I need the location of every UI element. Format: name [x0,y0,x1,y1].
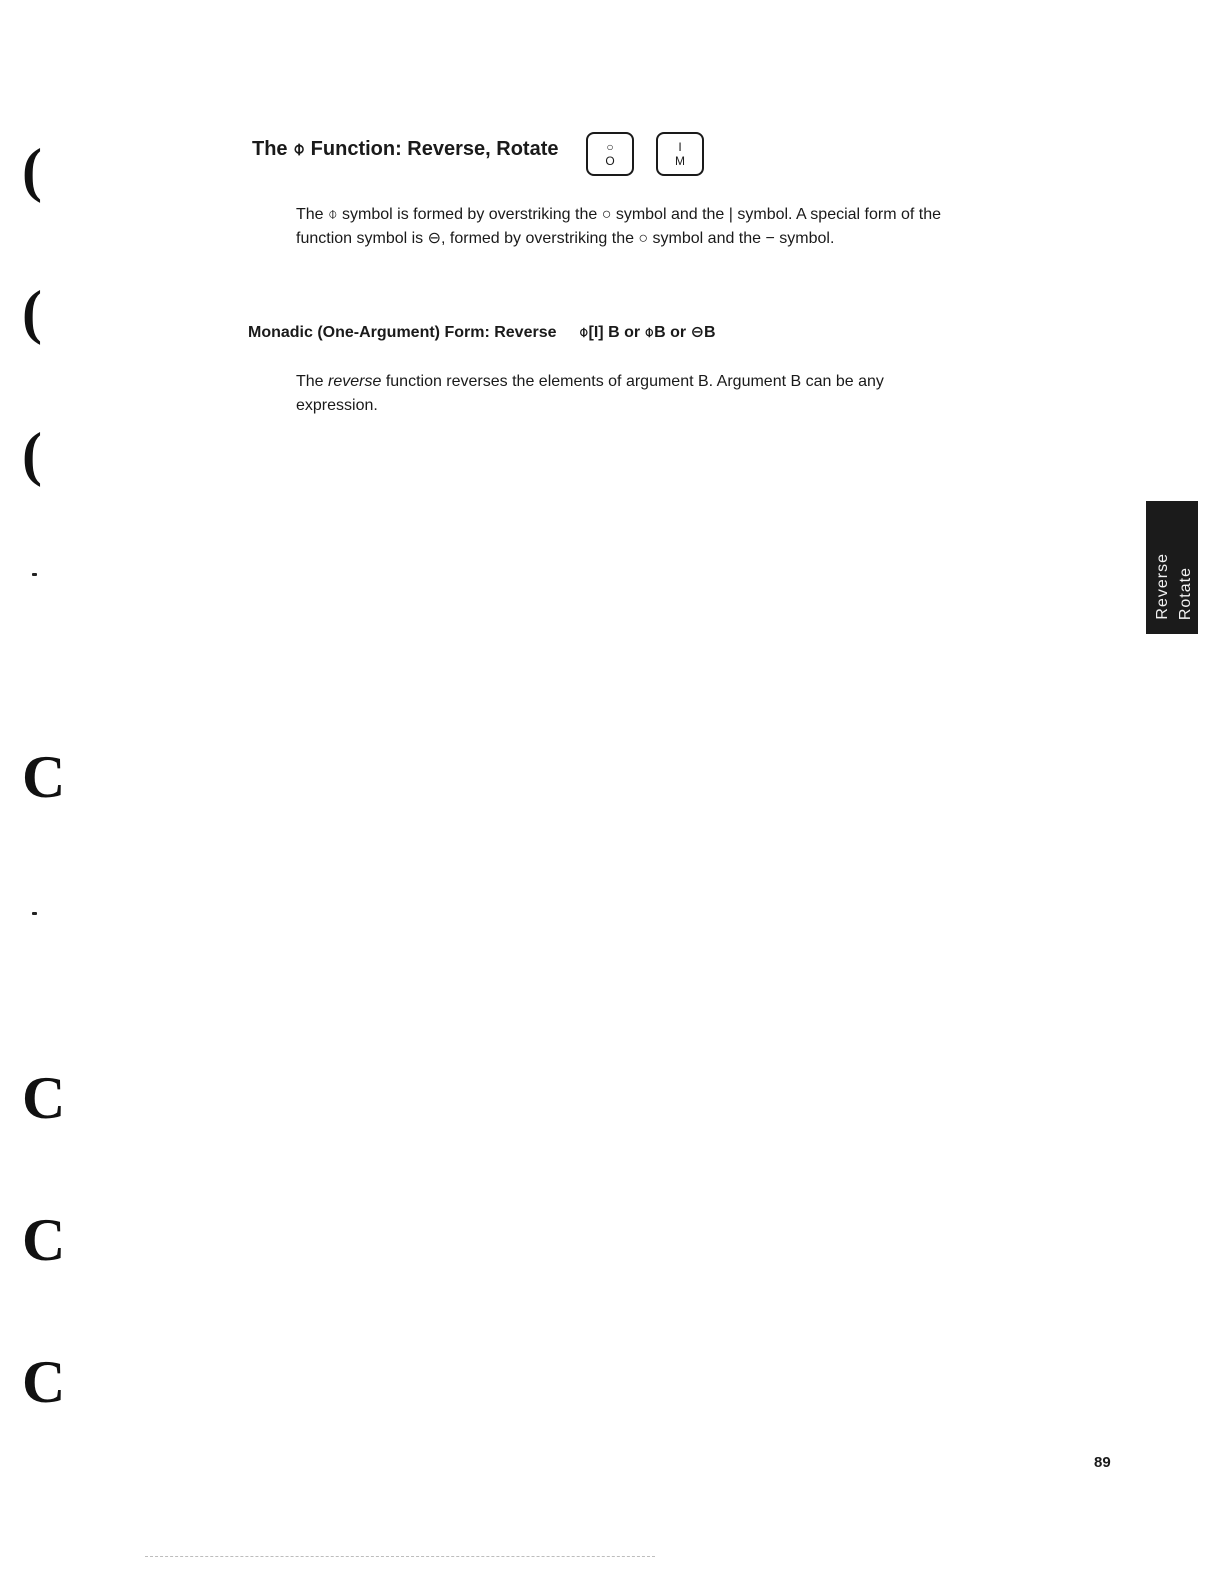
section-heading [252,138,559,161]
scan-artifact-line [145,1556,655,1558]
binder-hole-mark: C [22,1065,66,1131]
reverse-description-lead: The [296,373,329,390]
scan-speck [32,573,37,576]
subsection-heading [248,322,716,342]
side-tab-label-rotate: Rotate [1177,566,1194,620]
binder-hole-mark: ( [22,279,42,345]
scan-speck [32,912,37,915]
intro-paragraph: The ⌽ symbol is formed by overstriking the ○ symbol and the | symbol. A special form of the function symbol is ⊖, formed by overstriking the ○ symbol and the − symbol. [296,206,942,247]
key-bottom-glyph: O [605,154,615,168]
page-number: 89 [1094,1454,1111,1471]
keyboard-key-icon [586,132,634,176]
page-title: The ⌽ Function: Reverse, Rotate [252,138,559,160]
key-top-glyph: ○ [606,140,614,154]
binder-hole-mark: C [22,1349,66,1415]
binder-hole-mark: C [22,1207,66,1273]
binder-hole-mark: ( [22,137,42,203]
reverse-description-rest: function reverses the elements of argument B. Argument B can be any expression. [296,373,884,414]
binder-hole-mark: ( [22,421,42,487]
binder-hole-mark: C [22,744,66,810]
reverse-term: reverse [328,373,382,390]
side-tab-marker [1146,501,1198,634]
side-tab-label-reverse: Reverse [1154,553,1171,620]
subsection-title: Monadic (One-Argument) Form: Reverse [248,324,557,341]
keyboard-key-icon [656,132,704,176]
reverse-description [296,370,966,418]
syntax-forms: ⌽[I] B or ⌽B or ⊖B [578,324,716,341]
key-top-glyph: I [678,140,682,154]
key-bottom-glyph: M [675,154,685,168]
